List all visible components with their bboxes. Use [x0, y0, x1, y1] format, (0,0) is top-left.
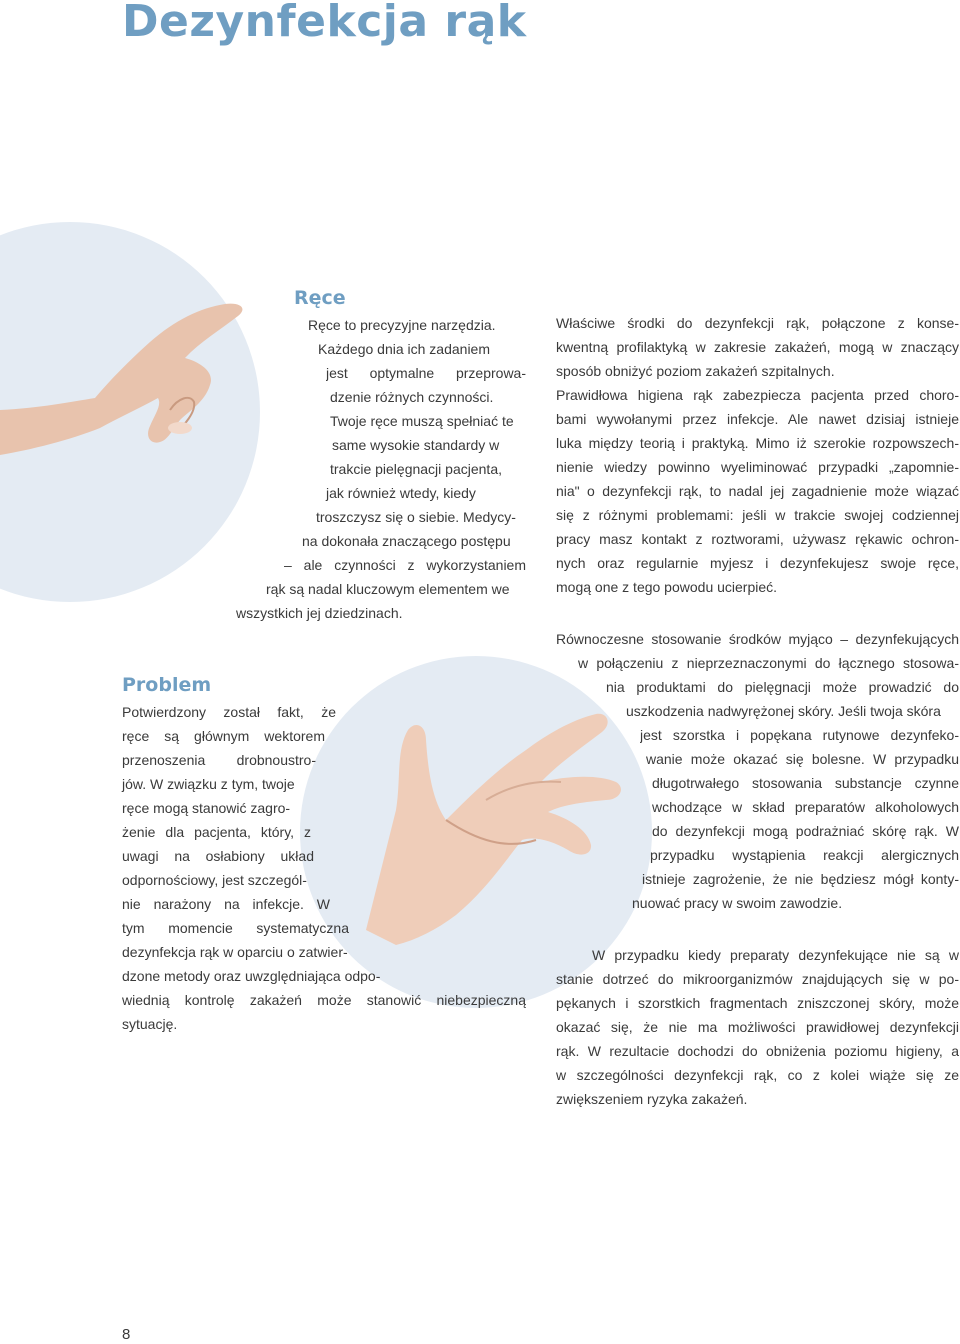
text-line: nia produktami do pielęgnacji może prowadzić do — [606, 679, 959, 695]
text-line: troszczysz się o siebie. Medycy- — [316, 509, 516, 525]
section-heading-rece: Ręce — [294, 287, 346, 309]
text-line: rąk. W rezultacie dochodzi do obniżenia poziomu higieny, a — [556, 1043, 959, 1059]
text-line: dezynfekcja rąk w oparciu o zatwier- — [122, 944, 348, 960]
text-line: jak również wtedy, kiedy — [326, 485, 476, 501]
text-line: ręce mogą stanowić zagro- — [122, 800, 291, 816]
text-line: nie narażony na infekcje. W — [122, 896, 330, 912]
text-line: okazać się, że nie ma możliwości prawidłowej dezynfekcji — [556, 1019, 959, 1035]
text-line: pękanych i szorstkich fragmentach zniszczonej skóry, może — [556, 995, 959, 1011]
text-line: tym momencie systematyczna — [122, 920, 349, 936]
text-line: się z różnymi problemami: jeśli w trakcie swojej codziennej — [556, 507, 959, 523]
text-line: dzone metody oraz uwzględniająca odpo- — [122, 968, 381, 984]
text-line: Równoczesne stosowanie środków myjąco – dezynfekujących — [556, 631, 959, 647]
text-line: sytuację. — [122, 1016, 178, 1032]
text-line: długotrwałego stosowania substancje czynne — [652, 775, 959, 791]
text-line: w połączeniu z nieprzeznaczonymi do łącznego stosowa- — [578, 655, 959, 671]
text-line: żenie dla pacjenta, który, z — [122, 824, 311, 840]
text-line: nienie wiedzy powinno wyeliminować przypadki „zapomnie- — [556, 459, 959, 475]
text-line: nuować pracy w swoim zawodzie. — [632, 895, 843, 911]
text-line: trakcie pielęgnacji pacjenta, — [330, 461, 502, 477]
page-title: Dezynfekcja rąk — [122, 0, 527, 47]
text-line: jest optymalne przeprowa- — [326, 365, 526, 381]
text-line: przenoszenia drobnoustro- — [122, 752, 316, 768]
text-line: dzenie różnych czynności. — [330, 389, 494, 405]
text-line: na dokonała znaczącego postępu — [302, 533, 511, 549]
text-line: kwentną profilaktyką w zakresie zakażeń, mogą w znaczący — [556, 339, 959, 355]
text-line: pracy masz kontakt z roztworami, używasz rękawic ochron- — [556, 531, 959, 547]
text-line: do dezynfekcji mogą podrażniać skórę rąk. W — [652, 823, 959, 839]
text-line: zwiększeniem ryzyka zakażeń. — [556, 1091, 748, 1107]
text-line: luka między teorią i praktyką. Mimo iż szerokie rozpowszech- — [556, 435, 959, 451]
text-line: w szczególności dezynfekcji rąk, co z kolei wiąże się ze — [556, 1067, 959, 1083]
text-line: W przypadku kiedy preparaty dezynfekujące nie są w — [592, 947, 959, 963]
text-line: uwagi na osłabiony układ — [122, 848, 314, 864]
text-line: bami wywołanymi przez infekcje. Ale nawet dzisiaj istnieje — [556, 411, 959, 427]
text-line: istnieje zagrożenie, że nie będziesz mógł konty- — [642, 871, 959, 887]
text-line: jest szorstka i popękana rutynowe dezynfeko- — [640, 727, 959, 743]
text-line: nych oraz regularnie myjesz i dezynfekujesz swoje ręce, — [556, 555, 959, 571]
text-line: mogą one z tego powodu ucierpieć. — [556, 579, 778, 595]
pointing-hand-illustration — [0, 290, 290, 500]
text-line: odpornościowy, jest szczegól- — [122, 872, 307, 888]
text-line: wiednią kontrolę zakażeń może stanowić niebezpieczną — [122, 992, 526, 1008]
text-line: sposób obniżyć poziom zakażeń szpitalnych. — [556, 363, 835, 379]
text-line: rąk są nadal kluczowym elementem we — [266, 581, 510, 597]
text-line: wchodzące w skład preparatów alkoholowych — [652, 799, 959, 815]
text-line: wszystkich jej dziedzinach. — [236, 605, 403, 621]
rubbing-hands-illustration — [336, 690, 646, 950]
text-line: stanie dotrzeć do mikroorganizmów znajdujących się w po- — [556, 971, 959, 987]
text-line: uszkodzenia nadwyrężonej skóry. Jeśli twoja skóra — [626, 703, 941, 719]
text-line: Potwierdzony został fakt, że — [122, 704, 336, 720]
text-line: Każdego dnia ich zadaniem — [318, 341, 491, 357]
text-line: Właściwe środki do dezynfekcji rąk, połączone z konse- — [556, 315, 959, 331]
text-line: ręce są głównym wektorem — [122, 728, 325, 744]
text-line: same wysokie standardy w — [332, 437, 500, 453]
text-line: przypadku wystąpienia reakcji alergicznych — [650, 847, 959, 863]
text-line: jów. W związku z tym, twoje — [122, 776, 295, 792]
page-number: 8 — [122, 1326, 131, 1343]
text-line: Twoje ręce muszą spełniać te — [330, 413, 514, 429]
section-heading-problem: Problem — [122, 674, 212, 696]
text-line: nia" o dezynfekcji rąk, to nadal jej zagadnienie może wiązać — [556, 483, 959, 499]
text-line: wanie może okazać się bolesne. W przypadku — [646, 751, 959, 767]
text-line: Ręce to precyzyjne narzędzia. — [308, 317, 496, 333]
text-line: – ale czynności z wykorzystaniem — [284, 557, 526, 573]
text-line: Prawidłowa higiena rąk zabezpiecza pacjenta przed choro- — [556, 387, 959, 403]
